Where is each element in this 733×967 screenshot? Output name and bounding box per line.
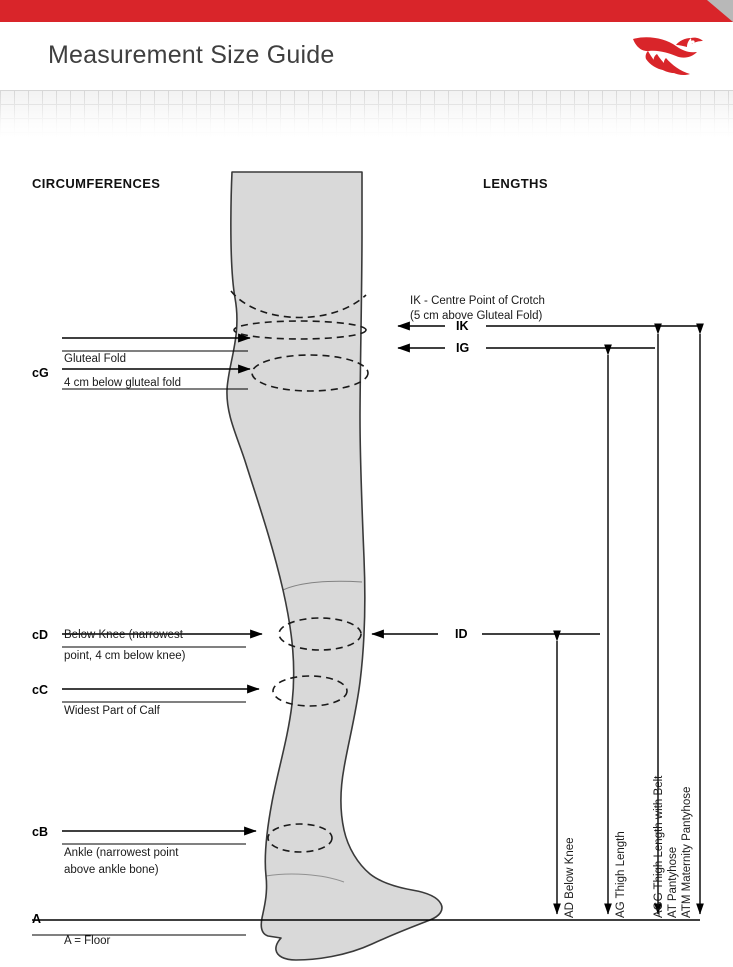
heading-circumferences: CIRCUMFERENCES [32, 176, 161, 191]
label-code-A: A [32, 912, 42, 926]
label-ATM-maternity-pantyhose: ATM Maternity Pantyhose [681, 786, 693, 918]
label-code-ID: ID [455, 627, 468, 641]
label-code-IK: IK [456, 319, 469, 333]
measurement-diagram [0, 138, 733, 967]
label-code-cD: cD [32, 628, 48, 642]
label-AD-below-knee: AD Below Knee [564, 837, 576, 918]
header-corner-fold [707, 0, 733, 22]
label-floor-note: A = Floor [64, 935, 111, 947]
header-grid-strip [0, 90, 733, 138]
length-leaders [372, 326, 700, 634]
label-code-cC: cC [32, 683, 48, 697]
label-cD-line1: Below Knee (narrowest [64, 629, 183, 641]
label-code-cB: cB [32, 825, 48, 839]
heading-lengths: LENGTHS [483, 176, 548, 191]
label-cC-line1: Widest Part of Calf [64, 705, 160, 717]
label-AT-pantyhose: AT Pantyhose [667, 846, 679, 918]
label-IK-note-line2: (5 cm above Gluteal Fold) [410, 310, 543, 322]
label-AG-thigh-length: AG Thigh Length [615, 831, 627, 918]
label-AGG-thigh-length-with-belt: AGG Thigh Length with Belt [653, 775, 665, 918]
label-cB-line1: Ankle (narrowest point [64, 847, 179, 859]
page-title: Measurement Size Guide [48, 41, 335, 69]
label-cG-line1: Gluteal Fold [64, 353, 127, 365]
stork-bird-logo [621, 32, 707, 84]
label-IK-note-line1: IK - Centre Point of Crotch [410, 295, 545, 307]
label-cG-line2: 4 cm below gluteal fold [64, 377, 181, 389]
vertical-measure-arrows [557, 334, 700, 914]
label-cD-line2: point, 4 cm below knee) [64, 650, 186, 662]
leg-silhouette [227, 172, 442, 960]
label-cB-line2: above ankle bone) [64, 864, 159, 876]
header-accent-bar [0, 0, 733, 22]
label-code-cG: cG [32, 366, 49, 380]
label-code-IG: IG [456, 341, 470, 355]
